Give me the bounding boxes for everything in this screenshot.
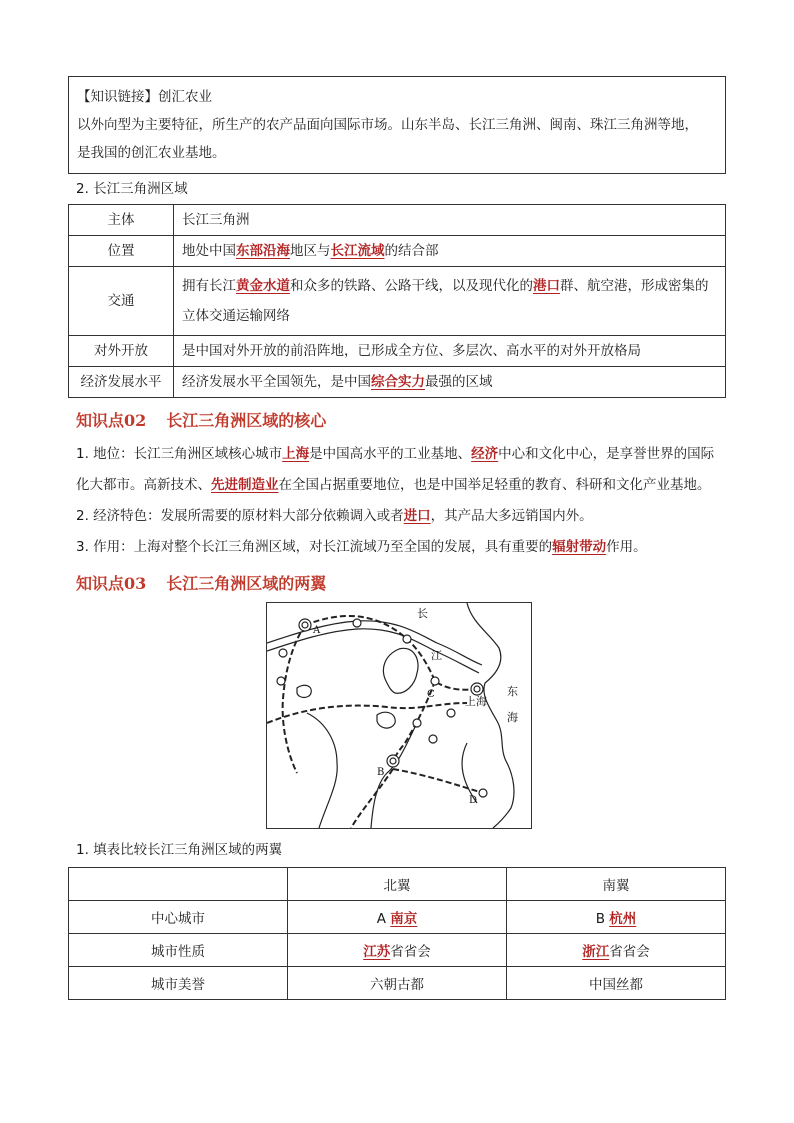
text-run: B [595,911,610,927]
text-run: 最强的区域 [425,374,493,390]
answer-text: 黄金水道 [236,278,290,294]
delta-map [266,602,532,829]
two-wings-table [68,867,726,1000]
map-label-dong: 东 [507,685,518,698]
answer-text: 南京 [390,911,418,927]
answer-text: 东部沿海 [236,243,290,259]
header-cell: 北翼 [288,868,507,901]
answer-text: 综合实力 [371,374,425,390]
table-row [69,934,726,967]
text-run: 拥有长江 [182,278,236,294]
table-row [69,267,726,336]
text-run: 1. 地位：长江三角洲区域核心城市 [76,446,283,462]
answer-text: 长江流域 [330,243,385,259]
delta-region-table [68,204,726,398]
text-run: 是中国高水平的工业基地、 [309,446,472,462]
railway [267,703,467,723]
row-value [174,205,726,236]
q1-label: 1. 填表比较长江三角洲区域的两翼 [76,842,283,858]
map-label-chang: 长 [417,607,428,620]
river [462,743,477,803]
text-run: ，其产品大多远销国内外。 [430,508,593,524]
map-label-hai: 海 [507,711,518,724]
answer-text: 浙江 [582,944,610,960]
map-label-shanghai: 上海 [465,695,487,708]
answer-text: 进口 [403,508,431,524]
knowledge-link-title: 【知识链接】创汇农业 [77,89,212,105]
text-run: A [376,911,391,927]
text-run: 中国丝都 [589,977,643,993]
row-key: 经济发展水平 [69,367,174,398]
row-value [174,267,726,336]
river [307,713,337,828]
map-label-c: C [427,689,435,700]
answer-text: 江苏 [363,944,391,960]
railway [305,616,477,690]
row-key: 对外开放 [69,336,174,367]
map-label-jiang: 江 [431,649,442,662]
kp02-number: 知识点02 [76,411,147,430]
row-key: 城市美誉 [69,967,288,1000]
text-run: 的结合部 [384,243,439,259]
table-row [69,367,726,398]
text-run: 2. 经济特色：发展所需要的原材料大部分依赖调入或者 [76,508,404,524]
text-run: 是中国对外开放的前沿阵地，已形成全方位、多层次、高水平的对外开放格局 [182,343,641,359]
small-lake [297,685,311,697]
text-run: 中心和文化中心，是享誉世界的国际化大都市。高新技术、 [76,446,715,493]
map-label-a: A [313,625,321,636]
row-key: 交通 [69,267,174,336]
railway [283,625,305,773]
text-run: 3. 作用：上海对整个长江三角洲区域，对长江流域乃至全国的发展，具有重要的 [76,539,553,555]
north-cell [288,967,507,1000]
map-label-b: B [377,767,385,778]
text-run: 群、航空港，形成密集的立体交通运输网络 [182,278,709,324]
south-cell [507,901,726,934]
answer-text: 辐射带动 [552,539,607,555]
row-key: 主体 [69,205,174,236]
south-cell [507,967,726,1000]
text-run: 和众多的铁路、公路干线，以及现代化的 [290,278,533,294]
kp02-paragraph-3 [76,532,726,563]
table-row [69,901,726,934]
answer-text: 港口 [533,278,560,294]
map-label-d: D [469,795,478,806]
text-run: 省省会 [609,944,650,960]
row-key: 位置 [69,236,174,267]
small-lake [377,712,395,728]
answer-text: 杭州 [609,911,637,927]
kp02-paragraph-1 [76,439,726,501]
north-cell [288,901,507,934]
table-row [69,336,726,367]
row-key: 城市性质 [69,934,288,967]
kp02-paragraph-2 [76,501,726,532]
knowledge-link-line1: 以外向型为主要特征，所生产的农产品面向国际市场。山东半岛、长江三角洲、闽南、珠江三角洲等地， [77,117,698,133]
answer-text: 上海 [282,446,310,462]
text-run: 在全国占据重要地位，也是中国举足轻重的教育、科研和文化产业基地。 [278,477,711,493]
text-run: 长江三角洲 [182,212,250,228]
row-value [174,336,726,367]
text-run: 经济发展水平全国领先，是中国 [182,374,371,390]
city-d-marker [479,789,487,797]
table-row [69,967,726,1000]
answer-text: 先进制造业 [211,477,279,493]
text-run: 六朝古都 [370,977,424,993]
taihu-lake [383,648,418,693]
row-value [174,367,726,398]
table-row [69,236,726,267]
table-header-row [69,868,726,901]
city-c-marker [431,677,439,685]
text-run: 地区与 [290,243,331,259]
header-cell [69,868,288,901]
answer-text: 经济 [471,446,499,462]
north-cell [288,934,507,967]
page [68,76,726,1000]
kp03-title: 长江三角洲区域的两翼 [166,574,327,593]
knowledge-link-box [68,76,726,174]
south-cell [507,934,726,967]
table-row [69,205,726,236]
kp03-number: 知识点03 [76,574,147,593]
row-key: 中心城市 [69,901,288,934]
delta-map-svg [267,603,531,828]
kp02-title: 长江三角洲区域的核心 [166,411,327,430]
text-run: 省省会 [390,944,431,960]
kp03-heading [76,571,726,594]
text-run: 作用。 [606,539,647,555]
row-value [174,236,726,267]
kp02-heading [76,408,726,431]
text-run: 地处中国 [182,243,236,259]
knowledge-link-line2: 是我国的创汇农业基地。 [77,145,226,161]
header-cell: 南翼 [507,868,726,901]
section2-label: 2. 长江三角洲区域 [76,181,188,197]
